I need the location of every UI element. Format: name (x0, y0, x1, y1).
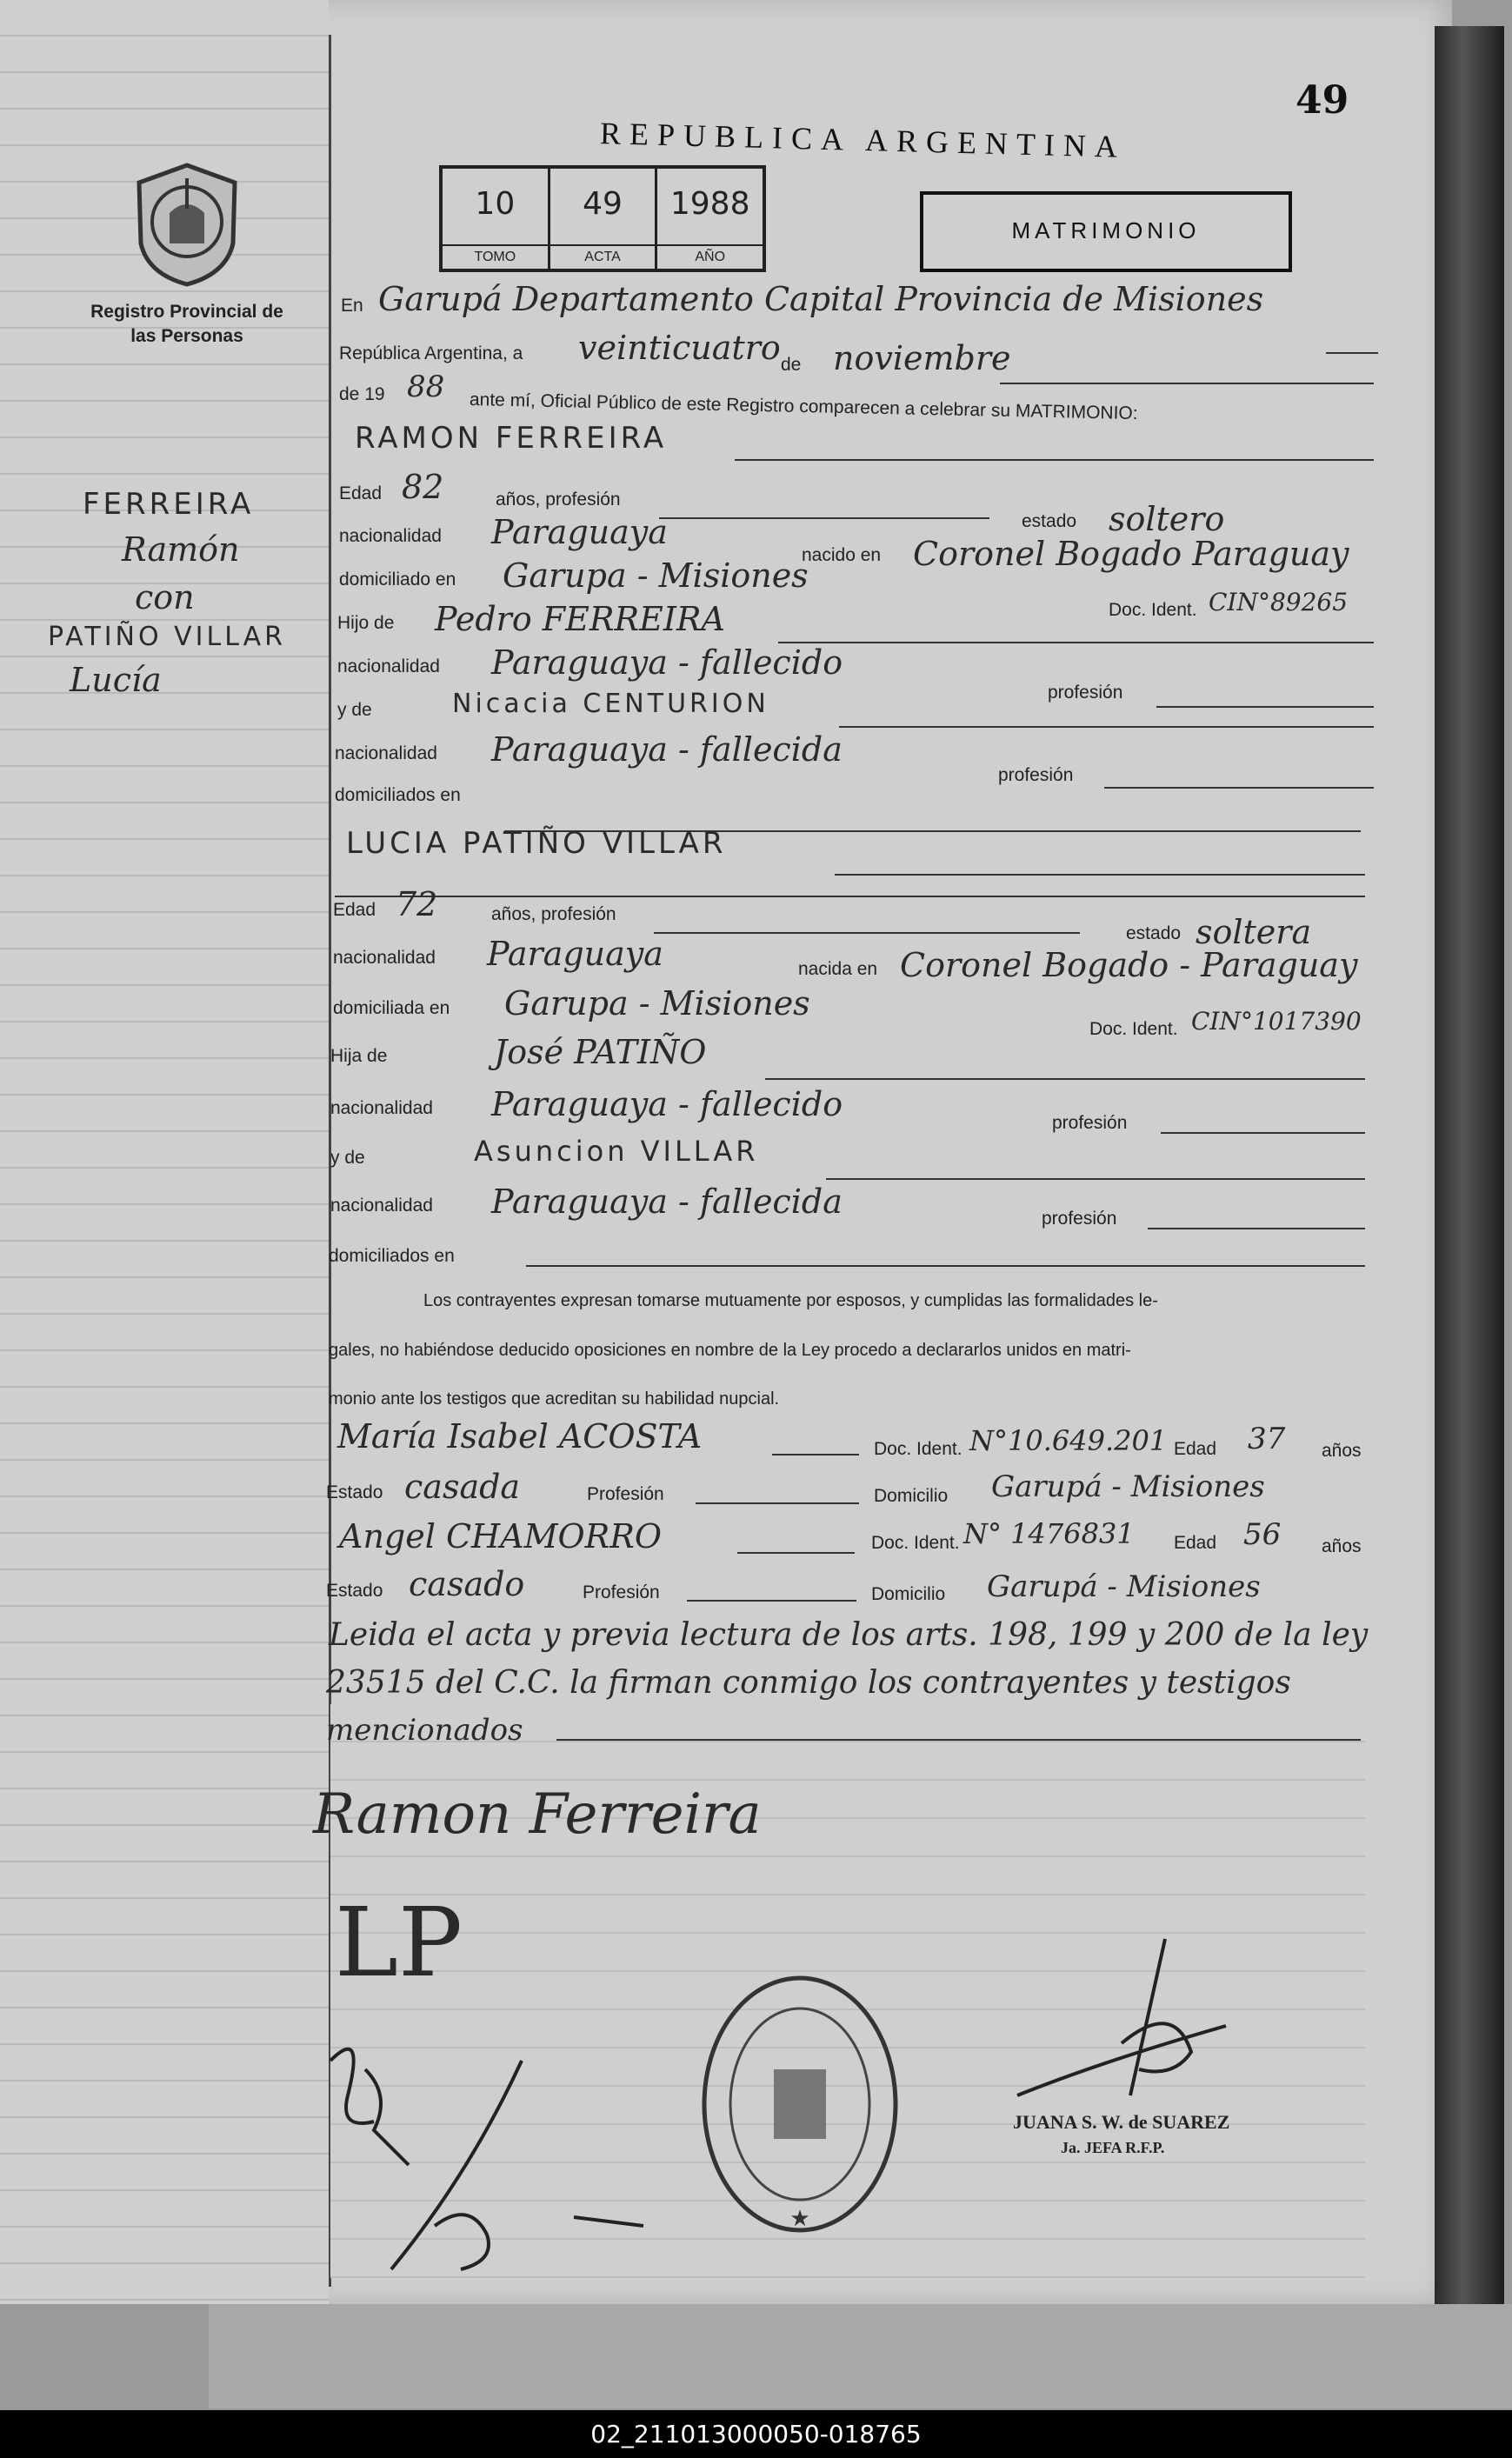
margin-spouse-firstname: Lucía (70, 661, 162, 699)
bride-y-de-label: y de (330, 1148, 365, 1168)
en-label: En (341, 296, 363, 316)
witness-1-domicilio-label: Domicilio (874, 1486, 949, 1506)
margin-con: con (135, 578, 195, 616)
closing-line-1: Leida el acta y previa lectura de los arts. 198, 199 y 200 de la ley (329, 1617, 1369, 1653)
groom-doc-label: Doc. Ident. (1109, 600, 1197, 620)
registry-label: Registro Provincial de las Personas (90, 302, 283, 346)
groom-mother-profesion-label: profesión (998, 765, 1074, 785)
ceremony-day: veinticuatro (578, 329, 781, 367)
bride-domiciliados-label: domiciliados en (329, 1246, 455, 1266)
bride-birthplace: Coronel Bogado - Paraguay (900, 946, 1358, 984)
bride-mother-profesion-label: profesión (1042, 1209, 1117, 1229)
bride-mother-nacionalidad: Paraguaya - fallecida (491, 1182, 843, 1221)
acta-value: 49 (583, 186, 623, 222)
groom-anos-profesion: años, profesión (496, 490, 621, 510)
intro-statement: ante mí, Oficial Público de este Registro comparecen a celebrar su MATRIMONIO: (469, 390, 1138, 424)
groom-age-label: Edad (339, 483, 383, 503)
witness-2-profesion-label: Profesión (583, 1582, 660, 1602)
witness-1-anos-label: años (1322, 1441, 1362, 1461)
groom-father-nac-label: nacionalidad (337, 656, 440, 676)
bride-estado: soltera (1196, 913, 1312, 951)
witness-2-anos-label: años (1322, 1536, 1362, 1556)
witness-1-doc-label: Doc. Ident. (874, 1439, 962, 1459)
bride-father-nac-label: nacionalidad (330, 1098, 433, 1118)
anio-label: AÑO (657, 244, 763, 265)
groom-father: Pedro FERREIRA (435, 600, 725, 638)
bride-domicilio: Garupa - Misiones (504, 984, 810, 1023)
scan-bottom-edge (209, 2304, 1512, 2408)
groom-domiciliados-label: domiciliados en (335, 785, 461, 805)
anio-cell (657, 169, 763, 269)
margin-firstname: Ramón (122, 530, 240, 569)
ceremony-place: Garupá Departamento Capital Provincia de Misiones (378, 280, 1264, 318)
bride-father-profesion-label: profesión (1052, 1113, 1128, 1133)
groom-hijo-label: Hijo de (337, 613, 395, 633)
declaration-line-1: Los contrayentes expresan tomarse mutuamente por esposos, y cumplidas las formalidades le- (423, 1291, 1158, 1310)
groom-birthplace: Coronel Bogado Paraguay (913, 535, 1349, 573)
witness-1-age: 37 (1248, 1422, 1286, 1456)
bride-nacida-label: nacida en (798, 959, 878, 979)
bride-anos-profesion: años, profesión (491, 904, 616, 924)
ceremony-month: noviembre (833, 339, 1011, 377)
witness-1-estado-label: Estado (326, 1482, 383, 1502)
anio-value: 1988 (669, 186, 750, 222)
groom-signature: Ramon Ferreira (313, 1782, 762, 1847)
witness-1-name: María Isabel ACOSTA (337, 1417, 703, 1455)
groom-father-nacionalidad: Paraguaya - fallecido (491, 643, 843, 682)
witness-2-domicilio: Garupá - Misiones (987, 1569, 1261, 1604)
groom-name: RAMON FERREIRA (355, 421, 668, 456)
svg-text:★: ★ (789, 2205, 810, 2231)
groom-mother: Nicacia CENTURION (452, 689, 769, 719)
bride-mother: Asuncion VILLAR (474, 1135, 759, 1168)
bride-initials: LP (335, 1887, 463, 1998)
bride-mother-nac-label: nacionalidad (330, 1196, 433, 1216)
acta-cell (550, 169, 658, 269)
groom-nacionalidad-label: nacionalidad (339, 526, 442, 546)
groom-mother-nacionalidad: Paraguaya - fallecida (491, 730, 843, 769)
bride-hija-label: Hija de (330, 1046, 388, 1066)
bride-nacionalidad: Paraguaya (487, 935, 663, 973)
declaration-line-3: monio ante los testigos que acreditan su habilidad nupcial. (329, 1389, 780, 1409)
republica-label: República Argentina, a (339, 343, 523, 363)
tomo-cell (443, 169, 550, 269)
page-number: 49 (1296, 78, 1349, 123)
bride-estado-label: estado (1126, 923, 1182, 943)
bride-age-label: Edad (333, 900, 376, 920)
bride-name: LUCIA PATIÑO VILLAR (346, 826, 727, 861)
official-seal-icon (691, 1965, 909, 2243)
witness-2-age: 56 (1243, 1517, 1282, 1552)
witness-1-doc: N°10.649.201 (969, 1424, 1168, 1457)
groom-age: 82 (402, 468, 444, 506)
witness-1-edad-label: Edad (1174, 1439, 1217, 1459)
official-signature (1000, 1930, 1278, 2122)
bride-doc-label: Doc. Ident. (1089, 1019, 1178, 1039)
groom-estado-label: estado (1022, 511, 1077, 531)
groom-doc: CIN°89265 (1209, 588, 1349, 616)
witness-2-name: Angel CHAMORRO (339, 1517, 663, 1555)
witness-2-estado-label: Estado (326, 1581, 383, 1601)
de-label: de (781, 355, 802, 375)
margin-spouse-surname: PATIÑO VILLAR (48, 622, 286, 652)
record-type: MATRIMONIO (1011, 217, 1201, 243)
year-suffix: 88 (407, 370, 445, 404)
witness-2-doc-label: Doc. Ident. (871, 1533, 960, 1553)
groom-y-de-label: y de (337, 700, 372, 720)
witness-2-domicilio-label: Domicilio (871, 1584, 946, 1604)
closing-line-2: 23515 del C.C. la firman conmigo los contrayentes y testigos (326, 1665, 1291, 1701)
country-heading: REPUBLICA ARGENTINA (599, 116, 1127, 164)
record-number-box (439, 165, 766, 272)
witness-2-edad-label: Edad (1174, 1533, 1217, 1553)
official-name: JUANA S. W. de SUAREZ (1013, 2111, 1230, 2133)
groom-father-profesion-label: profesión (1048, 683, 1123, 703)
year-prefix: de 19 (339, 384, 385, 404)
official-title: Ja. JEFA R.F.P. (1061, 2139, 1165, 2156)
groom-nacionalidad: Paraguaya (491, 513, 668, 551)
witness-1-estado: casada (404, 1468, 521, 1506)
groom-domicilio: Garupa - Misiones (503, 556, 809, 595)
tomo-value: 10 (475, 186, 516, 222)
margin-surname: FERREIRA (83, 487, 255, 522)
bride-father: José PATIÑO (494, 1033, 707, 1071)
record-type-box (920, 191, 1292, 272)
witness-2-doc: N° 1476831 (963, 1517, 1135, 1550)
groom-domicilio-label: domiciliado en (339, 570, 456, 590)
groom-nacido-label: nacido en (802, 545, 882, 565)
tomo-label: TOMO (443, 244, 548, 265)
bride-domicilio-label: domiciliada en (333, 998, 450, 1018)
bride-doc: CIN°1017390 (1191, 1007, 1362, 1036)
witness-1-domicilio: Garupá - Misiones (991, 1469, 1265, 1504)
witness-signatures (313, 2000, 678, 2287)
groom-mother-nac-label: nacionalidad (335, 743, 437, 763)
book-spine (1435, 26, 1504, 2304)
witness-2-estado: casado (409, 1565, 525, 1603)
image-caption: 02_211013000050-018765 (0, 2410, 1512, 2458)
bride-father-nacionalidad: Paraguaya - fallecido (491, 1085, 843, 1123)
witness-1-profesion-label: Profesión (587, 1484, 664, 1504)
groom-estado: soltero (1109, 500, 1225, 538)
bride-nacionalidad-label: nacionalidad (333, 948, 436, 968)
bride-age: 72 (396, 885, 438, 923)
closing-line-3: mencionados (326, 1713, 523, 1748)
acta-label: ACTA (550, 244, 656, 265)
provincial-emblem-icon (130, 161, 243, 287)
declaration-line-2: gales, no habiéndose deducido oposiciones en nombre de la Ley procedo a declararlos unidos en matri- (329, 1341, 1131, 1360)
